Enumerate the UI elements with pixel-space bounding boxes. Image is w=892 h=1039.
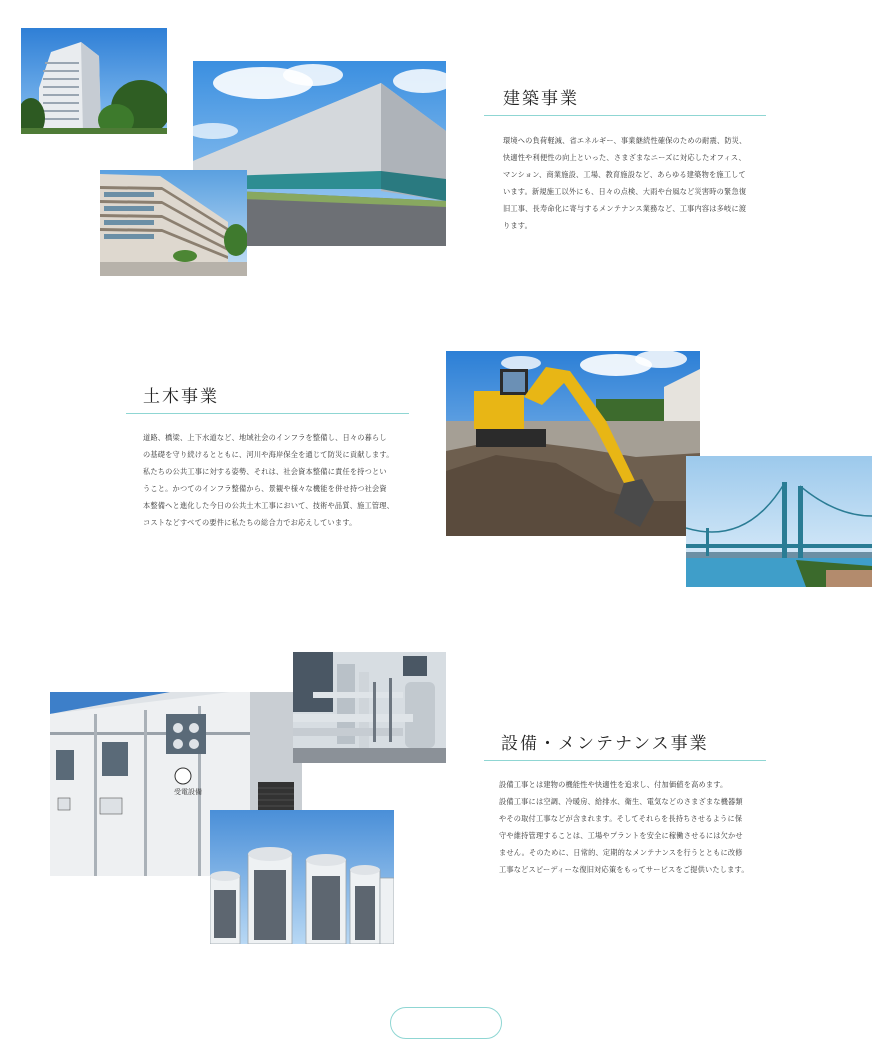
body-line: 設備工事とは建物の機能性や快適性を追求し、付加価値を高めます。 — [499, 780, 728, 789]
title-underline — [126, 413, 409, 414]
body-line: 設備工事には空調、冷暖房、給排水、衛生、電気などのさまざまな機器類 — [499, 797, 743, 806]
body-line: コストなどすべての要件に私たちの総合力でお応えしています。 — [143, 518, 357, 527]
photo-school-building — [100, 170, 247, 276]
section-title-civil: 土木事業 — [143, 387, 219, 407]
body-line: 私たちの公共工事に対する姿勢、それは、社会資本整備に責任を持つとい — [143, 467, 387, 476]
body-line: います。新規施工以外にも、日々の点検、大雨や台風など災害時の緊急復 — [503, 187, 747, 196]
section-body-equipment — [499, 776, 749, 878]
body-line: うこと。かつてのインフラ整備から、景観や様々な機能を併せ持つ社会資 — [143, 484, 387, 493]
photo-suspension-bridge — [686, 456, 872, 587]
body-line: マンション、商業施設、工場、教育施設など、あらゆる建築物を施工して — [503, 170, 746, 179]
panel-label: 受電設備 — [174, 788, 202, 796]
body-line: ません。そのために、日常的、定期的なメンテナンスを行うとともに改修 — [499, 848, 743, 857]
body-line: 快適性や利便性の向上といった、さまざまなニーズに対応したオフィス、 — [503, 153, 746, 162]
section-title-architecture: 建築事業 — [503, 89, 579, 109]
section-body-architecture — [503, 132, 747, 234]
title-underline — [484, 760, 766, 761]
body-line: 環境への負荷軽減、省エネルギー、事業継続性確保のための耐震、防災、 — [503, 136, 747, 145]
body-line: 工事などスピーディーな復旧対応策をもってサービスをご提供いたします。 — [499, 865, 749, 874]
body-line: 旧工事、長寿命化に寄与するメンテナンス業務など、工事内容は多岐に渡 — [503, 204, 747, 213]
body-line: やその取付工事などが含まれます。そしてそれらを長持ちさせるように保 — [499, 814, 743, 823]
photo-cooling-units — [210, 810, 394, 944]
section-title-equipment: 設備・メンテナンス事業 — [501, 734, 709, 754]
body-line: 道路、橋梁、上下水道など、地域社会のインフラを整備し、日々の暮らし — [143, 433, 387, 442]
body-line: ります。 — [503, 221, 532, 230]
photo-apartment-tower — [21, 28, 167, 134]
body-line: の基礎を守り続けるとともに、河川や海岸保全を通じて防災に貢献します。 — [143, 450, 394, 459]
photo-excavator — [446, 351, 700, 536]
body-line: 本整備へと進化した今日の公共土木工事において、技術や品質、施工管理、 — [143, 501, 395, 510]
section-body-civil — [143, 429, 394, 531]
photo-plant-piping — [293, 652, 446, 763]
body-line: 守や維持管理することは、工場やプラントを安全に稼働させるには欠かせ — [499, 831, 743, 840]
title-underline — [484, 115, 766, 116]
